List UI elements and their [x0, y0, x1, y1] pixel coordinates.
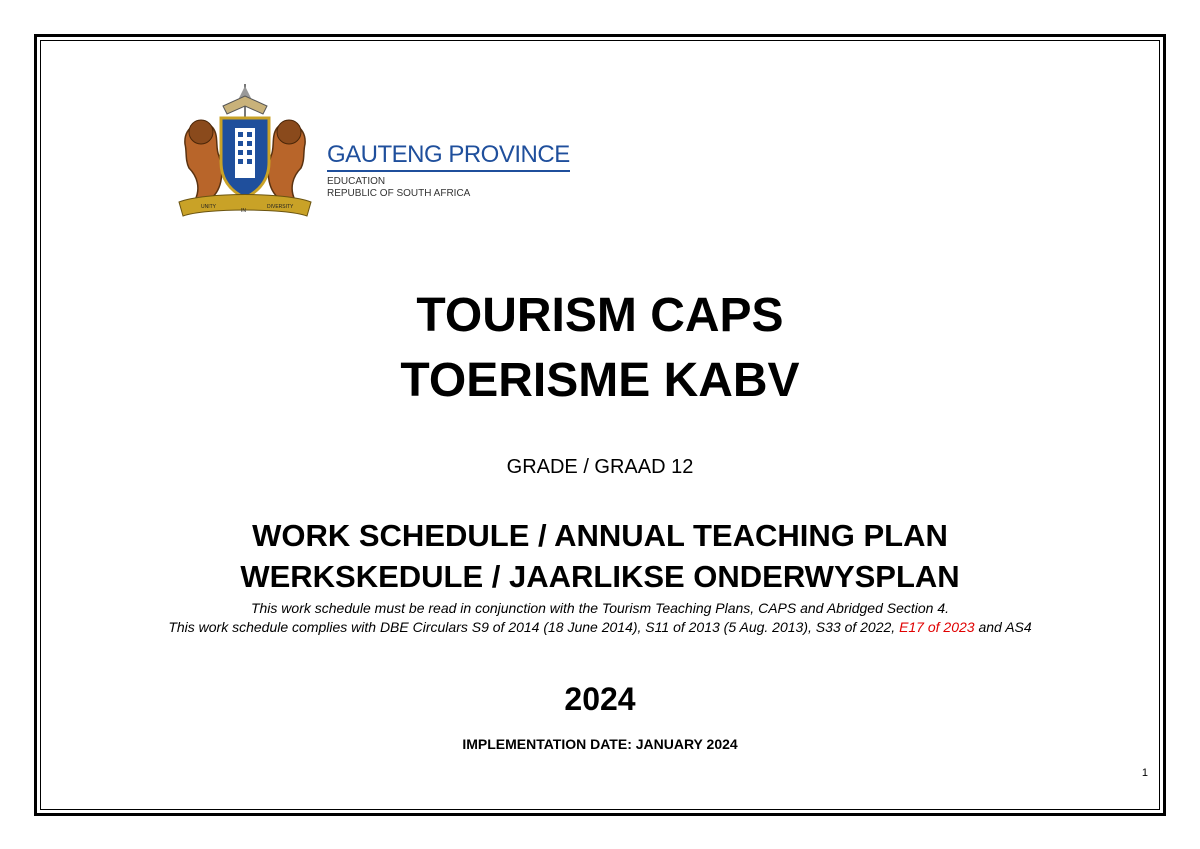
year: 2024	[564, 681, 636, 717]
conjunction-note: This work schedule must be read in conjunction with the Tourism Teaching Plans, CAPS and Abridged Section 4.	[250, 600, 950, 616]
country-name: REPUBLIC OF SOUTH AFRICA	[327, 188, 471, 199]
implementation-date: IMPLEMENTATION DATE: JANUARY 2024	[462, 736, 738, 752]
department-name: EDUCATION	[327, 176, 386, 187]
province-name: GAUTENG PROVINCE	[327, 142, 570, 172]
compliance-note-prefix: This work schedule complies with DBE Circulars S9 of 2014 (18 June 2014), S11 of 2013 (5 Aug. 2013), S33 of 2022,	[168, 619, 900, 635]
work-schedule-afrikaans: WERKSKEDULE / JAARLIKSE ONDERWYSPLAN	[240, 559, 960, 594]
motto-unity: UNITY	[201, 204, 216, 210]
title-afrikaans: TOERISME KABV	[400, 354, 800, 407]
work-schedule-english: WORK SCHEDULE / ANNUAL TEACHING PLAN	[252, 518, 948, 553]
compliance-note-highlight: E17 of 2023	[899, 619, 975, 635]
compliance-note	[40, 619, 1160, 636]
motto-diversity: DIVERSITY	[267, 204, 294, 210]
coat-of-arms-icon	[175, 84, 315, 220]
motto-in: IN	[241, 208, 246, 214]
grade-label: GRADE / GRAAD 12	[506, 456, 694, 478]
gauteng-logo	[175, 84, 570, 220]
compliance-note-suffix: and AS4	[974, 619, 1032, 635]
title-english: TOURISM CAPS	[416, 289, 784, 342]
logo-wordmark	[327, 142, 570, 200]
page-number: 1	[1141, 767, 1148, 779]
